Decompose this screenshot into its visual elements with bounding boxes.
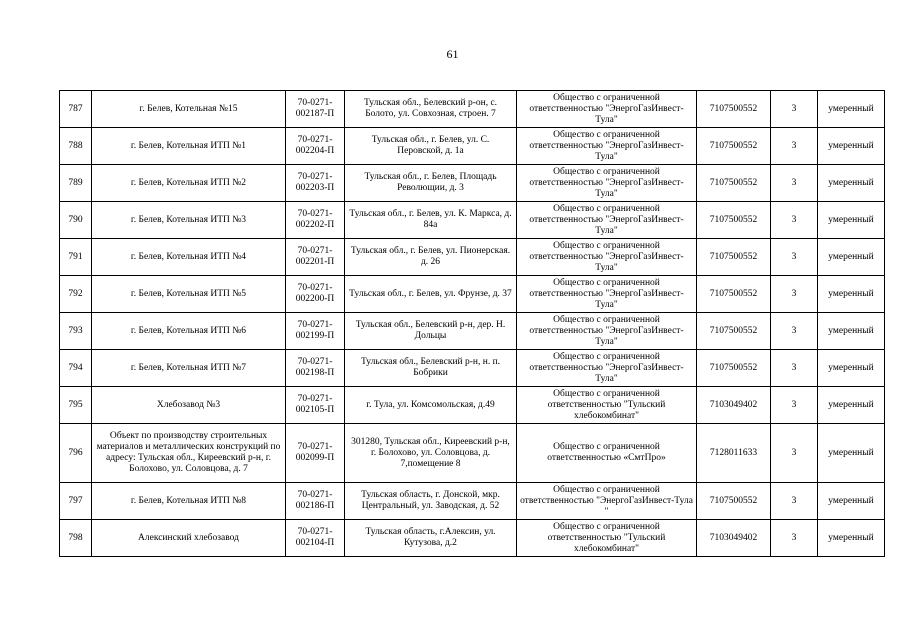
operator-inn: 7107500552 — [697, 313, 771, 350]
operator-inn: 7107500552 — [697, 239, 771, 276]
operator-name: Общество с ограниченной ответственностью «СмтПро» — [517, 424, 697, 483]
table-row — [60, 424, 885, 483]
risk-level: умеренный — [818, 520, 885, 557]
row-number: 793 — [60, 313, 92, 350]
object-address: г. Тула, ул. Комсомольская, д.49 — [345, 387, 517, 424]
category: 3 — [771, 239, 818, 276]
table-row — [60, 483, 885, 520]
row-number: 789 — [60, 165, 92, 202]
registry-body — [60, 91, 885, 557]
object-code: 70-0271-002186-П — [286, 483, 345, 520]
risk-level: умеренный — [818, 313, 885, 350]
object-code: 70-0271-002204-П — [286, 128, 345, 165]
operator-inn: 7107500552 — [697, 202, 771, 239]
table-row — [60, 313, 885, 350]
category: 3 — [771, 165, 818, 202]
object-name: Объект по производству строительных материалов и металлических конструкций по адресу: Тульская обл., Киреевский р-н, г. Болохово, ул. Соловцова, д. 7 — [92, 424, 286, 483]
row-number: 795 — [60, 387, 92, 424]
operator-name: Общество с ограниченной ответственностью "Тульский хлебокомбинат" — [517, 387, 697, 424]
object-name: г. Белев, Котельная ИТП №7 — [92, 350, 286, 387]
object-name: Хлебозавод №3 — [92, 387, 286, 424]
category: 3 — [771, 483, 818, 520]
category: 3 — [771, 276, 818, 313]
category: 3 — [771, 350, 818, 387]
operator-name: Общество с ограниченной ответственностью "ЭнергоГазИнвест-Тула" — [517, 128, 697, 165]
registry-table — [59, 90, 885, 557]
risk-level: умеренный — [818, 128, 885, 165]
table-row — [60, 91, 885, 128]
operator-inn: 7103049402 — [697, 520, 771, 557]
operator-name: Общество с ограниченной ответственностью "ЭнергоГазИнвест-Тула" — [517, 165, 697, 202]
risk-level: умеренный — [818, 165, 885, 202]
object-address: Тульская область, г.Алексин, ул. Кутузова, д.2 — [345, 520, 517, 557]
object-address: Тульская обл., Белевский р-он, с. Болото, ул. Совхозная, строен. 7 — [345, 91, 517, 128]
operator-inn: 7107500552 — [697, 128, 771, 165]
object-name: г. Белев, Котельная ИТП №8 — [92, 483, 286, 520]
object-name: г. Белев, Котельная №15 — [92, 91, 286, 128]
object-code: 70-0271-002105-П — [286, 387, 345, 424]
risk-level: умеренный — [818, 387, 885, 424]
object-address: Тульская обл., г. Белев, ул. Фрунзе, д. 37 — [345, 276, 517, 313]
operator-inn: 7103049402 — [697, 387, 771, 424]
table-row — [60, 128, 885, 165]
row-number: 794 — [60, 350, 92, 387]
risk-level: умеренный — [818, 350, 885, 387]
operator-inn: 7107500552 — [697, 350, 771, 387]
table-row — [60, 350, 885, 387]
object-code: 70-0271-002203-П — [286, 165, 345, 202]
object-code: 70-0271-002099-П — [286, 424, 345, 483]
row-number: 798 — [60, 520, 92, 557]
object-address: Тульская обл., г. Белев, ул. К. Маркса, д. 84а — [345, 202, 517, 239]
risk-level: умеренный — [818, 239, 885, 276]
object-name: г. Белев, Котельная ИТП №2 — [92, 165, 286, 202]
category: 3 — [771, 202, 818, 239]
operator-name: Общество с ограниченной ответственностью "ЭнергоГазИнвест-Тула" — [517, 91, 697, 128]
object-address: Тульская обл., г. Белев, ул. Пионерская. д. 26 — [345, 239, 517, 276]
operator-name: Общество с ограниченной ответственностью "ЭнергоГазИнвест-Тула" — [517, 202, 697, 239]
object-code: 70-0271-002104-П — [286, 520, 345, 557]
object-address: Тульская область, г. Донской, мкр. Центральный, ул. Заводская, д. 52 — [345, 483, 517, 520]
table-row — [60, 520, 885, 557]
category: 3 — [771, 128, 818, 165]
category: 3 — [771, 313, 818, 350]
operator-inn: 7107500552 — [697, 91, 771, 128]
object-code: 70-0271-002187-П — [286, 91, 345, 128]
risk-level: умеренный — [818, 276, 885, 313]
object-address: Тульская обл., Белевский р-н, н. п. Бобрики — [345, 350, 517, 387]
object-code: 70-0271-002201-П — [286, 239, 345, 276]
row-number: 791 — [60, 239, 92, 276]
object-code: 70-0271-002199-П — [286, 313, 345, 350]
object-address: Тульская обл., г. Белев, ул. С. Перовской, д. 1а — [345, 128, 517, 165]
category: 3 — [771, 91, 818, 128]
row-number: 792 — [60, 276, 92, 313]
risk-level: умеренный — [818, 91, 885, 128]
operator-inn: 7128011633 — [697, 424, 771, 483]
object-address: 301280, Тульская обл., Киреевский р-н, г. Болохово, ул. Соловцова, д. 7,помещение 8 — [345, 424, 517, 483]
operator-name: Общество с ограниченной ответственностью "ЭнергоГазИнвест-Тула" — [517, 350, 697, 387]
operator-name: Общество с ограниченной ответственностью "ЭнергоГазИнвест-Тула " — [517, 483, 697, 520]
object-code: 70-0271-002200-П — [286, 276, 345, 313]
risk-level: умеренный — [818, 202, 885, 239]
object-address: Тульская обл., Белевский р-н, дер. Н. Дольцы — [345, 313, 517, 350]
object-name: Алексинский хлебозавод — [92, 520, 286, 557]
object-name: г. Белев, Котельная ИТП №5 — [92, 276, 286, 313]
object-name: г. Белев, Котельная ИТП №1 — [92, 128, 286, 165]
operator-name: Общество с ограниченной ответственностью "ЭнергоГазИнвест-Тула" — [517, 276, 697, 313]
object-address: Тульская обл., г. Белев, Площадь Револющии, д. 3 — [345, 165, 517, 202]
operator-name: Общество с ограниченной ответственностью "ЭнергоГазИнвест-Тула" — [517, 239, 697, 276]
category: 3 — [771, 520, 818, 557]
category: 3 — [771, 387, 818, 424]
operator-name: Общество с ограниченной ответственностью "Тульский хлебокомбинат" — [517, 520, 697, 557]
operator-name: Общество с ограниченной ответственностью "ЭнергоГазИнвест-Тула" — [517, 313, 697, 350]
object-name: г. Белев, Котельная ИТП №4 — [92, 239, 286, 276]
category: 3 — [771, 424, 818, 483]
risk-level: умеренный — [818, 424, 885, 483]
object-code: 70-0271-002198-П — [286, 350, 345, 387]
row-number: 797 — [60, 483, 92, 520]
operator-inn: 7107500552 — [697, 276, 771, 313]
row-number: 790 — [60, 202, 92, 239]
table-row — [60, 202, 885, 239]
operator-inn: 7107500552 — [697, 165, 771, 202]
object-name: г. Белев, Котельная ИТП №6 — [92, 313, 286, 350]
operator-inn: 7107500552 — [697, 483, 771, 520]
row-number: 796 — [60, 424, 92, 483]
page-number: 61 — [446, 47, 459, 61]
risk-level: умеренный — [818, 483, 885, 520]
object-name: г. Белев, Котельная ИТП №3 — [92, 202, 286, 239]
object-code: 70-0271-002202-П — [286, 202, 345, 239]
table-row — [60, 239, 885, 276]
table-row — [60, 387, 885, 424]
table-row — [60, 165, 885, 202]
row-number: 787 — [60, 91, 92, 128]
table-row — [60, 276, 885, 313]
row-number: 788 — [60, 128, 92, 165]
